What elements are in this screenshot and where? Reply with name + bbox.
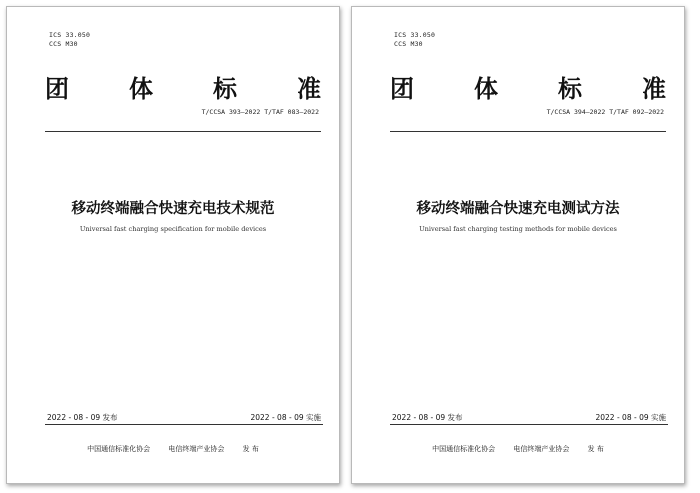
standard-number: T/CCSA 394—2022 T/TAF 092—2022 — [546, 108, 664, 116]
standard-type-char: 标 — [213, 75, 237, 103]
standard-type-heading — [45, 69, 321, 104]
standard-type-char: 准 — [642, 75, 666, 103]
ics-code: ICS 33.050 — [394, 31, 436, 39]
standard-cover-right — [351, 6, 685, 484]
standard-number: T/CCSA 393—2022 T/TAF 083—2022 — [201, 108, 319, 116]
issue-date: 2022 - 08 - 09 发布 — [47, 413, 118, 422]
header-divider — [390, 131, 666, 132]
standard-type-char: 团 — [390, 75, 414, 103]
publisher-name: 中国通信标准化协会 — [432, 445, 496, 453]
standard-type-char: 准 — [297, 75, 321, 103]
ccs-code: CCS M30 — [394, 40, 423, 48]
title-english: Universal fast charging specification for mobile devices — [79, 225, 267, 233]
publishers-line — [352, 444, 684, 454]
publisher-name: 中国通信标准化协会 — [87, 445, 151, 453]
standard-type-char: 体 — [474, 75, 498, 103]
publishers-line — [7, 444, 339, 454]
title-english: Universal fast charging testing methods for mobile devices — [419, 225, 617, 233]
title-chinese: 移动终端融合快速充电测试方法 — [416, 201, 620, 217]
standard-type-heading — [390, 69, 666, 104]
standard-cover-left — [6, 6, 340, 484]
publish-label: 发 布 — [587, 445, 604, 453]
publish-label: 发 布 — [242, 445, 259, 453]
issue-date: 2022 - 08 - 09 发布 — [392, 413, 463, 422]
ccs-code: CCS M30 — [49, 40, 78, 48]
implement-date: 2022 - 08 - 09 实施 — [250, 413, 321, 422]
header-divider — [45, 131, 321, 132]
footer-divider — [390, 424, 668, 425]
ics-code: ICS 33.050 — [49, 31, 91, 39]
publisher-name: 电信终端产业协会 — [168, 445, 225, 453]
title-chinese: 移动终端融合快速充电技术规范 — [71, 201, 275, 217]
standard-type-char: 团 — [45, 75, 69, 103]
footer-divider — [45, 424, 323, 425]
implement-date: 2022 - 08 - 09 实施 — [595, 413, 666, 422]
standard-type-char: 体 — [129, 75, 153, 103]
standard-type-char: 标 — [558, 75, 582, 103]
publisher-name: 电信终端产业协会 — [513, 445, 570, 453]
